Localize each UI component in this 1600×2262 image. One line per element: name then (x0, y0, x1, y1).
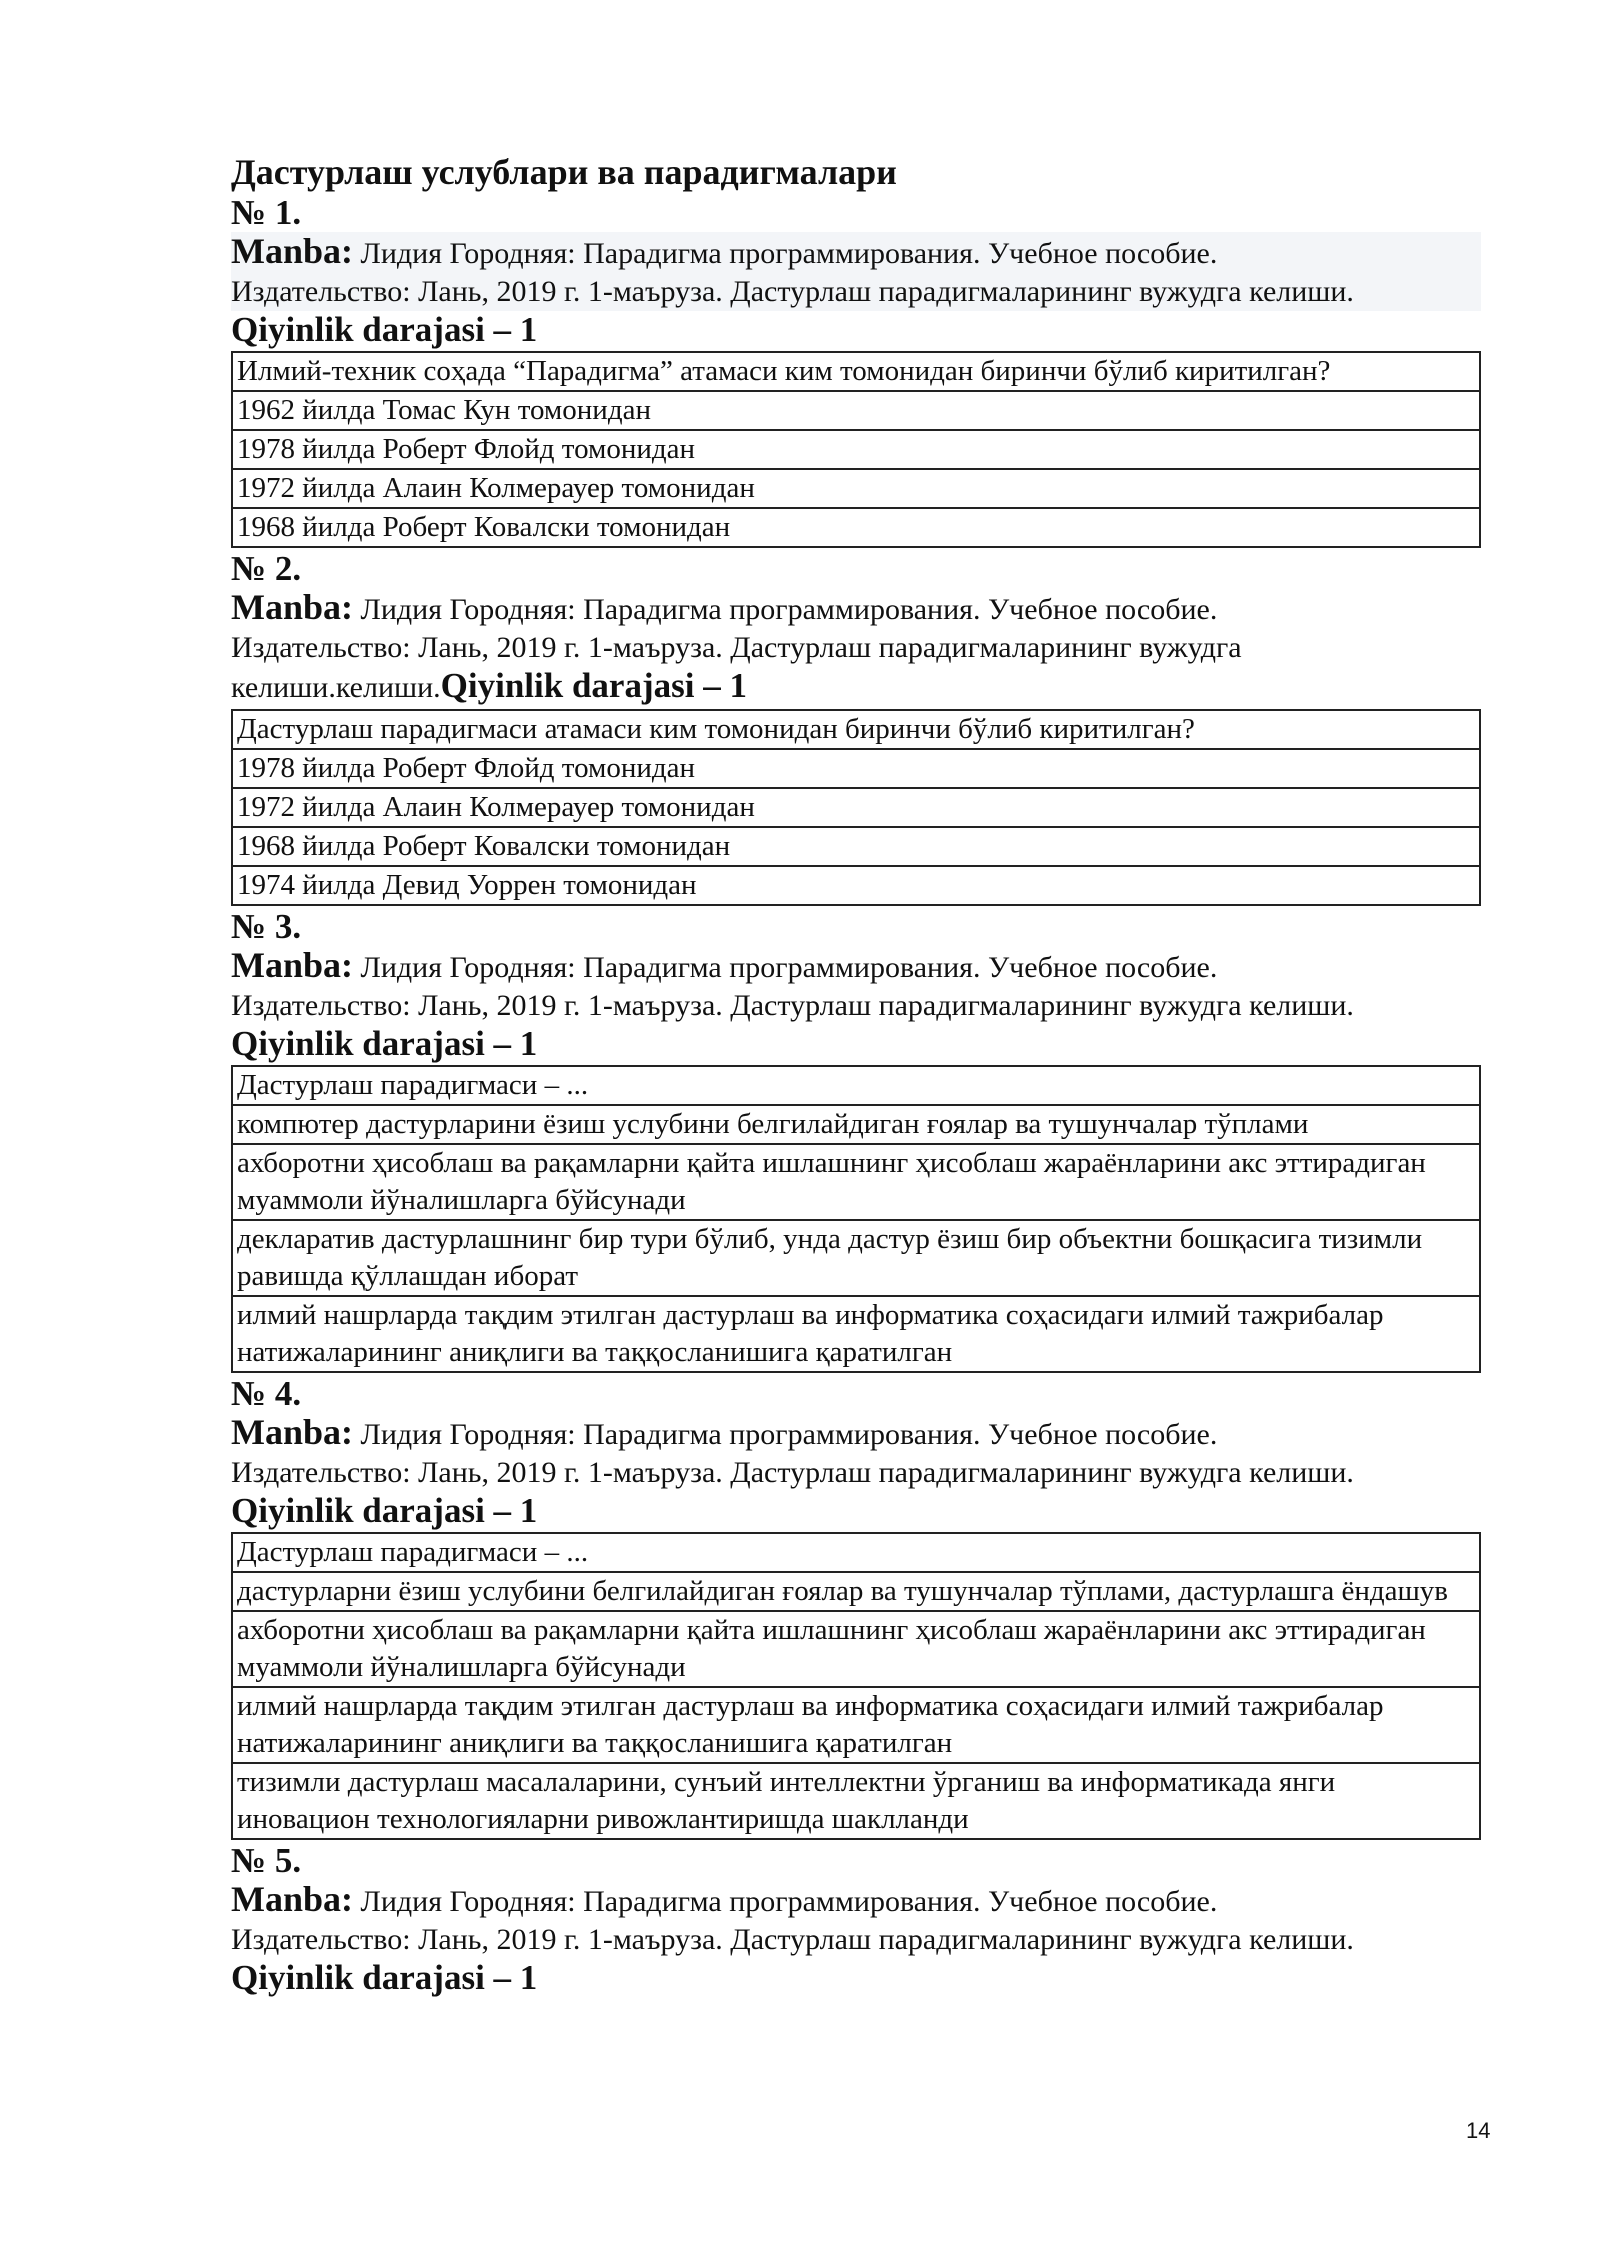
difficulty-level: Qiyinlik darajasi – 1 (231, 1491, 538, 1530)
table-row (232, 1611, 1480, 1687)
source-label: Manba: (231, 1879, 354, 1919)
source-line (231, 232, 1481, 273)
source-text: Лидия Городняя: Парадигма программирования. Учебное пособие. (353, 951, 1218, 984)
table-row (232, 1144, 1480, 1220)
page-title: Дастурлаш услублари ва парадигмалари (231, 152, 897, 192)
answer-option: ахборотни ҳисоблаш ва рақамларни қайта ишлашнинг ҳисоблаш жараёнларини акс эттирадиган муаммоли йўналишларга бўйсунади (232, 1144, 1480, 1220)
answer-option: илмий нашрларда тақдим этилган дастурлаш ва информатика соҳасидаги илмий тажрибалар натижаларининг аниқлиги ва таққосланишига қаратилган (232, 1687, 1480, 1763)
difficulty-level: Qiyinlik darajasi – 1 (440, 666, 747, 705)
difficulty-level: Qiyinlik darajasi – 1 (231, 1958, 538, 1997)
question-text: Дастурлаш парадигмаси – ... (232, 1066, 1480, 1105)
table-row (232, 1572, 1480, 1611)
answer-option: ахборотни ҳисоблаш ва рақамларни қайта ишлашнинг ҳисоблаш жараёнларини акс эттирадиган муаммоли йўналишларга бўйсунади (232, 1611, 1480, 1687)
publisher-line: Издательство: Лань, 2019 г. 1-маъруза. Дастурлаш парадигмаларининг вужудга келиши. (231, 1923, 1354, 1956)
publisher-line: Издательство: Лань, 2019 г. 1-маъруза. Дастурлаш парадигмаларининг вужудга келиши. (231, 1456, 1354, 1489)
answer-option: тизимли дастурлаш масалаларини, сунъий интеллектни ўрганиш ва информатикада янги иновацион технологияларни ривожлантиришда шаклланди (232, 1763, 1480, 1839)
difficulty-level: Qiyinlik darajasi – 1 (231, 1024, 538, 1063)
question-number: № 3. (231, 907, 302, 946)
source-text: Лидия Городняя: Парадигма программирования. Учебное пособие. (353, 1418, 1218, 1451)
source-label: Manba: (231, 1412, 354, 1452)
table-row (232, 391, 1480, 430)
question-number: № 4. (231, 1374, 302, 1413)
answer-option: компютер дастурларини ёзиш услубини белгилайдиган ғоялар ва тушунчалар тўплами (232, 1105, 1480, 1144)
source-label: Manba: (231, 231, 354, 271)
answer-option: 1968 йилда Роберт Ковалски томонидан (232, 508, 1480, 547)
table-row (232, 469, 1480, 508)
publisher-continuation (231, 667, 1481, 707)
answer-option: илмий нашрларда тақдим этилган дастурлаш ва информатика соҳасидаги илмий тажрибалар натижаларининг аниқлиги ва таққосланишига қаратилган (232, 1296, 1480, 1372)
source-block (231, 588, 1481, 707)
source-label: Manba: (231, 945, 354, 985)
answer-option: 1978 йилда Роберт Флойд томонидан (232, 749, 1480, 788)
page-number: 14 (1466, 2118, 1491, 2143)
table-row (232, 1763, 1480, 1839)
table-row (232, 1220, 1480, 1296)
answer-option: 1972 йилда Алаин Колмерауер томонидан (232, 469, 1480, 508)
table-row (232, 749, 1480, 788)
publisher-line: Издательство: Лань, 2019 г. 1-маъруза. Дастурлаш парадигмаларининг вужудга (231, 631, 1242, 664)
source-text: Лидия Городняя: Парадигма программирования. Учебное пособие. (353, 237, 1218, 270)
source-block (231, 1413, 1481, 1492)
answer-option: 1962 йилда Томас Кун томонидан (232, 391, 1480, 430)
question-table (231, 1532, 1481, 1840)
table-row (232, 788, 1480, 827)
question-table (231, 1065, 1481, 1373)
publisher-line: Издательство: Лань, 2019 г. 1-маъруза. Дастурлаш парадигмаларининг вужудга келиши. (231, 273, 1481, 311)
table-row (232, 827, 1480, 866)
source-block (231, 1880, 1481, 1959)
question-table (231, 351, 1481, 548)
answer-option: 1972 йилда Алаин Колмерауер томонидан (232, 788, 1480, 827)
table-row (232, 430, 1480, 469)
source-line (231, 1413, 1481, 1454)
answer-option: декларатив дастурлашнинг бир тури бўлиб, унда дастур ёзиш бир объектни бошқасига тизимли равишда қўллашдан иборат (232, 1220, 1480, 1296)
table-row (232, 1533, 1480, 1572)
table-row (232, 866, 1480, 905)
question-text: Дастурлаш парадигмаси – ... (232, 1533, 1480, 1572)
question-number: № 1. (231, 193, 302, 232)
question-text: Илмий-техник соҳада “Парадигма” атамаси ким томонидан биринчи бўлиб киритилган? (232, 352, 1480, 391)
table-row (232, 508, 1480, 547)
question-number: № 2. (231, 549, 302, 588)
question-table (231, 709, 1481, 906)
table-row (232, 1687, 1480, 1763)
table-row (232, 1105, 1480, 1144)
difficulty-level: Qiyinlik darajasi – 1 (231, 310, 538, 349)
source-line (231, 1880, 1481, 1921)
source-text: Лидия Городняя: Парадигма программирования. Учебное пособие. (353, 593, 1218, 626)
source-line (231, 946, 1481, 987)
page-content (231, 150, 1481, 1997)
publisher-line: Издательство: Лань, 2019 г. 1-маъруза. Дастурлаш парадигмаларининг вужудга келиши. (231, 989, 1354, 1022)
table-row (232, 352, 1480, 391)
answer-option: 1968 йилда Роберт Ковалски томонидан (232, 827, 1480, 866)
source-block (231, 946, 1481, 1025)
source-line (231, 588, 1481, 629)
source-text: Лидия Городняя: Парадигма программирования. Учебное пособие. (353, 1885, 1218, 1918)
table-row (232, 1296, 1480, 1372)
answer-option: 1978 йилда Роберт Флойд томонидан (232, 430, 1480, 469)
answer-option: дастурларни ёзиш услубини белгилайдиган ғоялар ва тушунчалар тўплами, дастурлашга ёндашув (232, 1572, 1480, 1611)
source-block (231, 232, 1481, 311)
answer-option: 1974 йилда Девид Уоррен томонидан (232, 866, 1480, 905)
table-row (232, 1066, 1480, 1105)
question-number: № 5. (231, 1841, 302, 1880)
question-text: Дастурлаш парадигмаси атамаси ким томонидан биринчи бўлиб киритилган? (232, 710, 1480, 749)
publisher-cont-text: келиши.келиши. (231, 671, 441, 704)
source-label: Manba: (231, 587, 354, 627)
table-row (232, 710, 1480, 749)
